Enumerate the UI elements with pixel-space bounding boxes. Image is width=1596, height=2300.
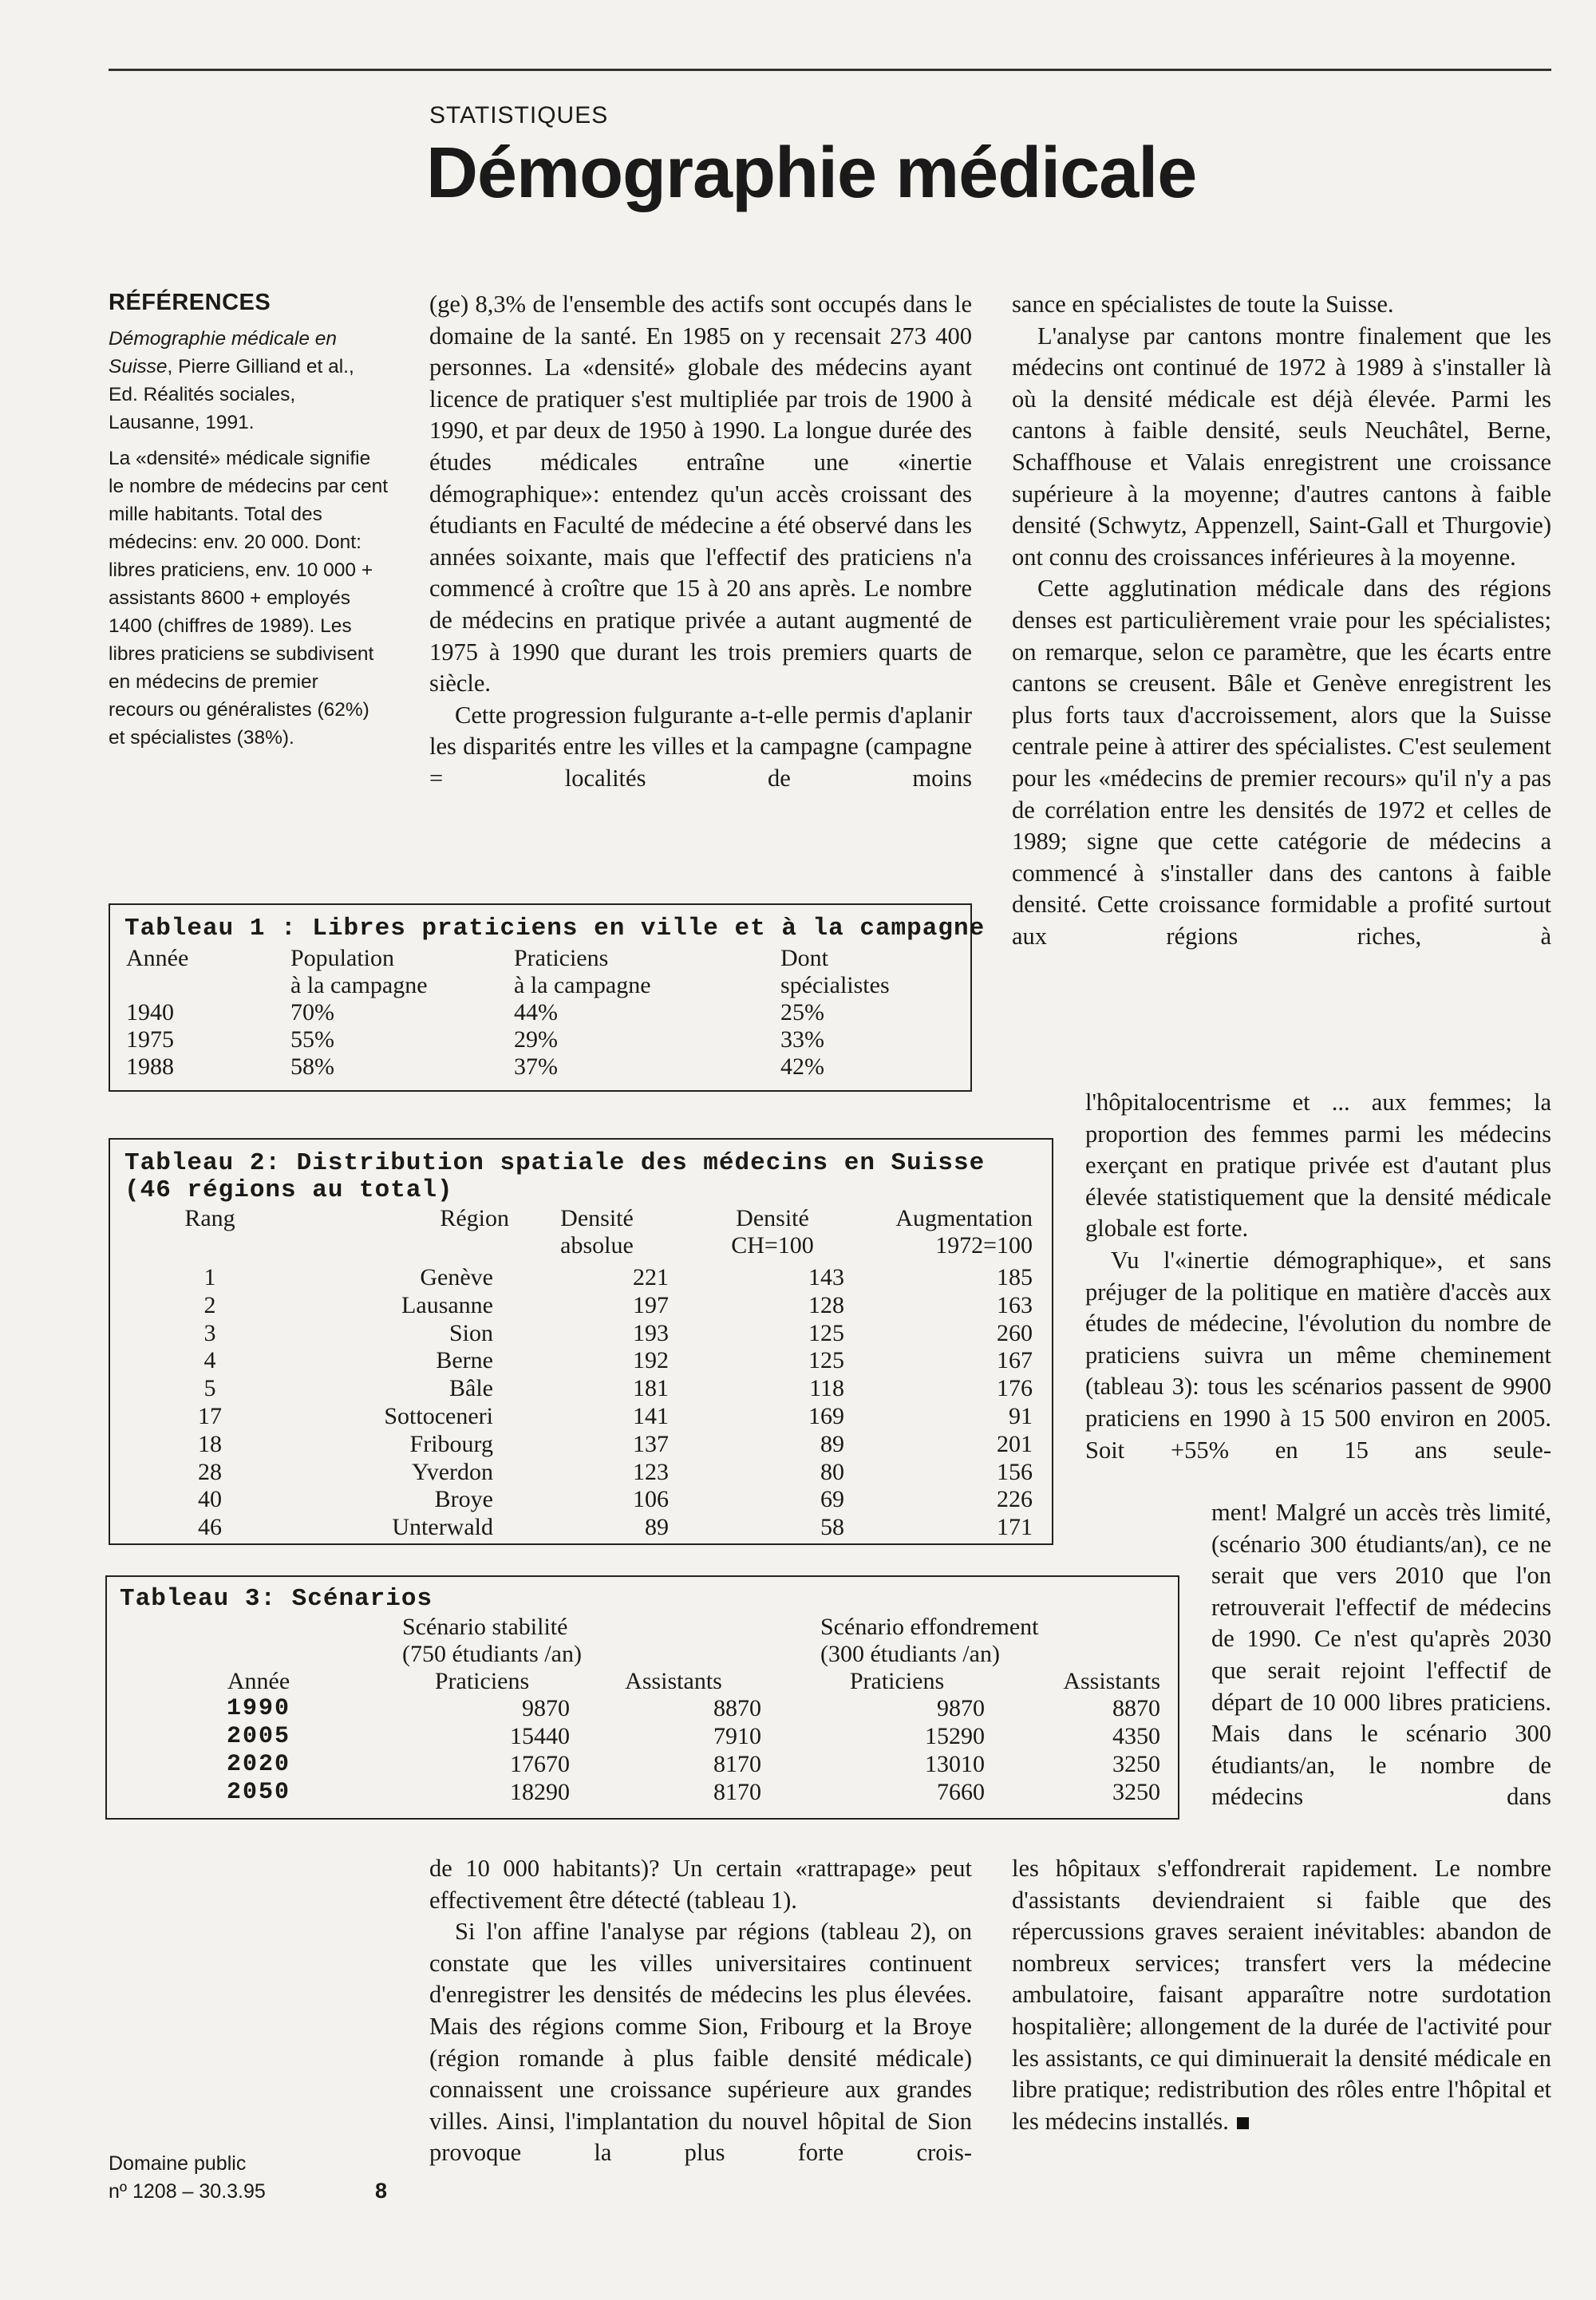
- table-3-cell: 13010: [925, 1751, 985, 1777]
- reference-title: Démographie médicale en Suisse: [109, 328, 337, 377]
- table-2-cell: 185: [997, 1264, 1033, 1290]
- paragraph: de 10 000 habitants)? Un certain «rattrapage» peut effectivement être détecté (tableau 1).: [429, 1855, 972, 1914]
- table-1-header: spécialistes: [780, 972, 890, 998]
- table-3-cell: 15290: [925, 1723, 985, 1749]
- publication-name: Domaine public: [109, 2152, 247, 2175]
- article-column-2-middle: [1085, 1087, 1551, 1466]
- table-3-cell: 8870: [713, 1695, 761, 1721]
- reference-entry: [109, 325, 388, 437]
- paragraph: Vu l'«inertie démographique», et sans préjuger de la politique en matière d'accès aux études de médecine, l'évolution du nombre de praticiens suivra un même cheminement (tableau 3): tous les scénarios passent de 9900 praticiens en 1990 à 15 500 environ en 2005. Soit +55% en 15 ans seule-: [1085, 1246, 1551, 1464]
- table-2-cell: Sottoceneri: [384, 1403, 493, 1429]
- table-2-cell: Lausanne: [401, 1291, 493, 1318]
- table-2-cell: 163: [997, 1291, 1033, 1318]
- table-1-caption: Tableau 1 : Libres praticiens en ville et à la campagne: [124, 915, 986, 943]
- paragraph: sance en spécialistes de toute la Suisse.: [1012, 290, 1394, 318]
- table-3-cell: 1990: [226, 1695, 290, 1722]
- table-2-cell: 106: [633, 1486, 669, 1513]
- table-2-header: 1972=100: [935, 1232, 1033, 1259]
- table-1-cell: 33%: [780, 1026, 824, 1053]
- table-2-cell: 125: [808, 1319, 844, 1346]
- table-3-cell: 2020: [226, 1751, 290, 1778]
- table-3-cell: 15440: [510, 1723, 570, 1749]
- table-2-header: CH=100: [731, 1232, 814, 1259]
- paragraph: Cette agglutination médicale dans des régions denses est particulièrement vraie pour les spécialistes; on remarque, selon ce paramètre, que les écarts entre cantons se creusent. Bâle et Genève enregistrent les plus forts taux d'accroissement, alors que la Suisse centrale peine à attirer des spécialistes. C'est seulement pour les «médecins de premier recours» qu'il n'y a pas de corrélation entre les densités de 1972 et celles de 1989; signe que cette catégorie de médecins a commencé à s'installer dans des cantons à faible densité. Cette croissance formidable a profité surtout aux régions riches, à: [1012, 575, 1551, 950]
- article-column-2-narrow: [1211, 1497, 1551, 1813]
- article-column-2-bottom: [1012, 1853, 1551, 2137]
- page-title: Démographie médicale: [426, 133, 1197, 213]
- table-2-cell: 167: [997, 1347, 1033, 1374]
- footer: [109, 2150, 266, 2206]
- scenario-b-subtitle: (300 étudiants /an): [820, 1641, 1000, 1667]
- table-2-cell: 40: [198, 1486, 222, 1513]
- references-heading: RÉFÉRENCES: [109, 290, 271, 315]
- end-mark-icon: [1237, 2117, 1249, 2129]
- table-3-cell: 8870: [1112, 1695, 1160, 1721]
- table-1-cell: 25%: [780, 999, 824, 1026]
- closing-paragraph: les hôpitaux s'effondrerait rapidement. Le nombre d'assistants deviendraient si faible que des répercussions graves seraient inévitables: abandon de nombreux services; transfert vers la médecine ambulatoire, faisant apparaître notre surdotation hospitalière; allongement de la durée de l'activité pour les assistants, ce qui diminuerait la densité médicale en libre pratique; redistribution des rôles entre l'hôpital et les médecins installés.: [1012, 1855, 1551, 2135]
- table-3-cell: 9870: [937, 1695, 985, 1721]
- section-kicker: STATISTIQUES: [429, 102, 609, 128]
- table-2-cell: 4: [203, 1347, 216, 1374]
- table-3-cell: 17670: [510, 1751, 570, 1777]
- table-2-cell: 58: [820, 1514, 844, 1541]
- paragraph: ment! Malgré un accès très limité, (scénario 300 étudiants/an), ce ne serait que vers 2010 que l'on retrouverait l'effectif de médecins de 1990. Ce n'est qu'après 2030 que serait rejoint l'effectif de départ de 10 000 libres praticiens. Mais dans le scénario 300 étudiants/an, le nombre de médecins dans: [1211, 1499, 1551, 1811]
- table-2-cell: 69: [820, 1486, 844, 1513]
- table-3-header: Praticiens: [434, 1668, 530, 1694]
- table-2-cell: 193: [633, 1319, 669, 1346]
- paragraph: Cette progression fulgurante a-t-elle permis d'aplanir les disparités entre les villes et la campagne (campagne = localités de moins: [429, 701, 972, 792]
- table-1: [109, 903, 986, 1092]
- table-1-cell: 1940: [126, 999, 174, 1026]
- scenario-a-title: Scénario stabilité: [402, 1614, 568, 1640]
- table-2-cell: 5: [203, 1375, 216, 1402]
- table-3-header: Assistants: [625, 1668, 722, 1694]
- table-3-header: Praticiens: [849, 1668, 945, 1694]
- table-2-cell: 201: [997, 1430, 1033, 1457]
- table-2-cell: 89: [820, 1430, 844, 1457]
- table-2-cell: Bâle: [449, 1375, 493, 1402]
- table-2-header: Augmentation: [895, 1205, 1033, 1231]
- article-column-1-top: [429, 289, 972, 795]
- paragraph: [1012, 1853, 1551, 2137]
- table-2-cell: 141: [633, 1403, 669, 1429]
- table-2-cell: 28: [198, 1458, 222, 1485]
- table-1-cell: 29%: [514, 1026, 558, 1053]
- table-2-cell: 137: [633, 1430, 669, 1457]
- table-2-cell: 2: [203, 1291, 216, 1318]
- table-2-cell: Fribourg: [409, 1430, 493, 1457]
- paragraph: l'hôpitalocentrisme et ... aux femmes; la proportion des femmes parmi les médecins exerçant en pratique privée est d'autant plus élevée statistiquement que la densité médicale globale est forte.: [1085, 1089, 1551, 1243]
- table-2-cell: 260: [997, 1319, 1033, 1346]
- table-2-cell: 169: [808, 1403, 844, 1429]
- table-2-header: absolue: [560, 1232, 634, 1259]
- table-3-cell: 7660: [937, 1779, 985, 1805]
- table-1-header: Année: [126, 945, 189, 971]
- issue-date: nº 1208 – 30.3.95: [109, 2180, 266, 2203]
- table-2-cell: 89: [645, 1514, 669, 1541]
- table-2-subcaption: (46 régions au total): [124, 1176, 453, 1204]
- table-2-cell: 143: [808, 1264, 844, 1290]
- table-2-cell: 181: [633, 1375, 669, 1402]
- table-1-cell: 1975: [126, 1026, 174, 1053]
- table-3-cell: 8170: [713, 1751, 761, 1777]
- table-1-header: à la campagne: [514, 972, 651, 998]
- article-column-1-bottom: [429, 1853, 972, 2169]
- table-1-cell: 37%: [514, 1053, 558, 1080]
- table-3-cell: 3250: [1112, 1751, 1160, 1777]
- table-2-cell: 176: [997, 1375, 1033, 1402]
- scenario-a-subtitle: (750 étudiants /an): [402, 1641, 582, 1667]
- table-2-cell: 3: [203, 1319, 216, 1346]
- table-2: [109, 1138, 1053, 1545]
- table-2-cell: 128: [808, 1291, 844, 1318]
- table-2-header: Rang: [184, 1205, 235, 1231]
- table-2-header: Densité: [560, 1205, 634, 1231]
- table-2-cell: 197: [633, 1291, 669, 1318]
- table-3-cell: 2050: [226, 1779, 290, 1806]
- table-2-cell: 156: [997, 1458, 1033, 1485]
- table-2-cell: 123: [633, 1458, 669, 1485]
- table-1-header: Dont: [780, 945, 828, 971]
- table-2-cell: 125: [808, 1347, 844, 1374]
- table-2-cell: 80: [820, 1458, 844, 1485]
- table-2-cell: Berne: [436, 1347, 493, 1374]
- references-sidebar: [109, 289, 388, 760]
- table-1-cell: 55%: [290, 1026, 334, 1053]
- table-2-header: Densité: [736, 1205, 809, 1231]
- table-2-cell: Sion: [448, 1319, 493, 1346]
- table-1-cell: 42%: [780, 1053, 824, 1080]
- table-1-cell: 70%: [290, 999, 334, 1026]
- density-note: La «densité» médicale signifie le nombre de médecins par cent mille habitants. Total des médecins: env. 20 000. Dont: libres praticiens, env. 10 000 + assistants 8600 + employés 1400 (chiffres de 1989). Les libres praticiens se subdivisent en médecins de premier recours ou généralistes (62%) et spécialistes (38%).: [109, 448, 388, 749]
- scenario-b-title: Scénario effondrement: [820, 1614, 1039, 1640]
- article-column-2-top: [1012, 289, 1551, 952]
- table-2-cell: 1: [203, 1264, 216, 1290]
- page-number: 8: [375, 2179, 388, 2203]
- table-2-cell: 171: [997, 1514, 1033, 1541]
- table-3-caption: Tableau 3: Scénarios: [120, 1585, 433, 1613]
- table-2-cell: 192: [633, 1347, 669, 1374]
- table-3-cell: 7910: [713, 1723, 761, 1749]
- table-3-cell: 8170: [713, 1779, 761, 1805]
- table-2-cell: 91: [1009, 1403, 1033, 1429]
- table-2-cell: 46: [198, 1514, 222, 1541]
- table-2-cell: 118: [809, 1375, 844, 1402]
- paragraph: L'analyse par cantons montre finalement que les médecins ont continué de 1972 à 1989 à s'installer là où la densité médicale est déjà élevée. Parmi les cantons à faible densité, seuls Neuchâtel, Berne, Schaffhouse et Valais enregistrent une croissance supérieure à la moyenne; d'autres cantons à faible densité (Schwytz, Appenzell, Saint-Gall et Thurgovie) ont connu des croissances inférieures à la moyenne.: [1012, 322, 1551, 571]
- table-3-cell: 18290: [510, 1779, 570, 1805]
- table-2-cell: Broye: [434, 1486, 493, 1513]
- table-2-cell: 221: [633, 1264, 669, 1290]
- table-1-header: à la campagne: [290, 972, 428, 998]
- paragraph: (ge) 8,3% de l'ensemble des actifs sont occupés dans le domaine de la santé. En 1985 on y recensait 273 400 personnes. La «densité» globale des médecins ayant licence de pratiquer s'est multipliée par trois de 1900 à 1990, et par deux de 1950 à 1990. La longue durée des études médicales entraîne une «inertie démographique»: entendez qu'un accès croissant des étudiants en Faculté de médecine a été observé dans les années soixante, mais que l'effectif des praticiens n'a commencé à croître que 15 à 20 ans après. Le nombre de médecins en pratique privée a autant augmenté de 1975 à 1990 que durant les trois premiers quarts de siècle.: [429, 290, 972, 698]
- table-2-cell: 17: [198, 1403, 222, 1429]
- table-3-cell: 2005: [226, 1723, 290, 1750]
- table-1-header: Population: [290, 945, 395, 971]
- table-2-caption: Tableau 2: Distribution spatiale des médecins en Suisse: [124, 1149, 986, 1177]
- table-2-cell: Yverdon: [412, 1458, 493, 1485]
- top-rule: [109, 69, 1551, 71]
- reference-details: , Pierre Gilliand et al., Ed. Réalités sociales, Lausanne, 1991.: [109, 356, 354, 433]
- table-2-cell: 18: [198, 1430, 222, 1457]
- table-1-cell: 44%: [514, 999, 558, 1026]
- table-3-header: Assistants: [1063, 1668, 1160, 1694]
- paragraph: Si l'on affine l'analyse par régions (tableau 2), on constate que les villes universitaires continuent d'enregistrer les densités de médecins les plus élevées. Mais des régions comme Sion, Fribourg et la Broye (région romande à plus faible densité médicale) connaissent une croissance supérieure aux grandes villes. Ainsi, l'implantation du nouvel hôpital de Sion provoque la plus forte crois-: [429, 1918, 972, 2167]
- table-1-cell: 58%: [290, 1053, 334, 1080]
- table-2-cell: Unterwald: [392, 1514, 493, 1541]
- table-3: [105, 1575, 1179, 1820]
- table-3-header: Année: [227, 1668, 290, 1694]
- table-3-cell: 3250: [1112, 1779, 1160, 1805]
- table-2-cell: 226: [997, 1486, 1033, 1513]
- table-3-cell: 4350: [1112, 1723, 1160, 1749]
- table-3-cell: 9870: [522, 1695, 570, 1721]
- table-1-header: Praticiens: [514, 945, 609, 971]
- table-2-header: Région: [440, 1205, 509, 1231]
- table-2-cell: Genève: [420, 1264, 493, 1290]
- table-1-cell: 1988: [126, 1053, 174, 1080]
